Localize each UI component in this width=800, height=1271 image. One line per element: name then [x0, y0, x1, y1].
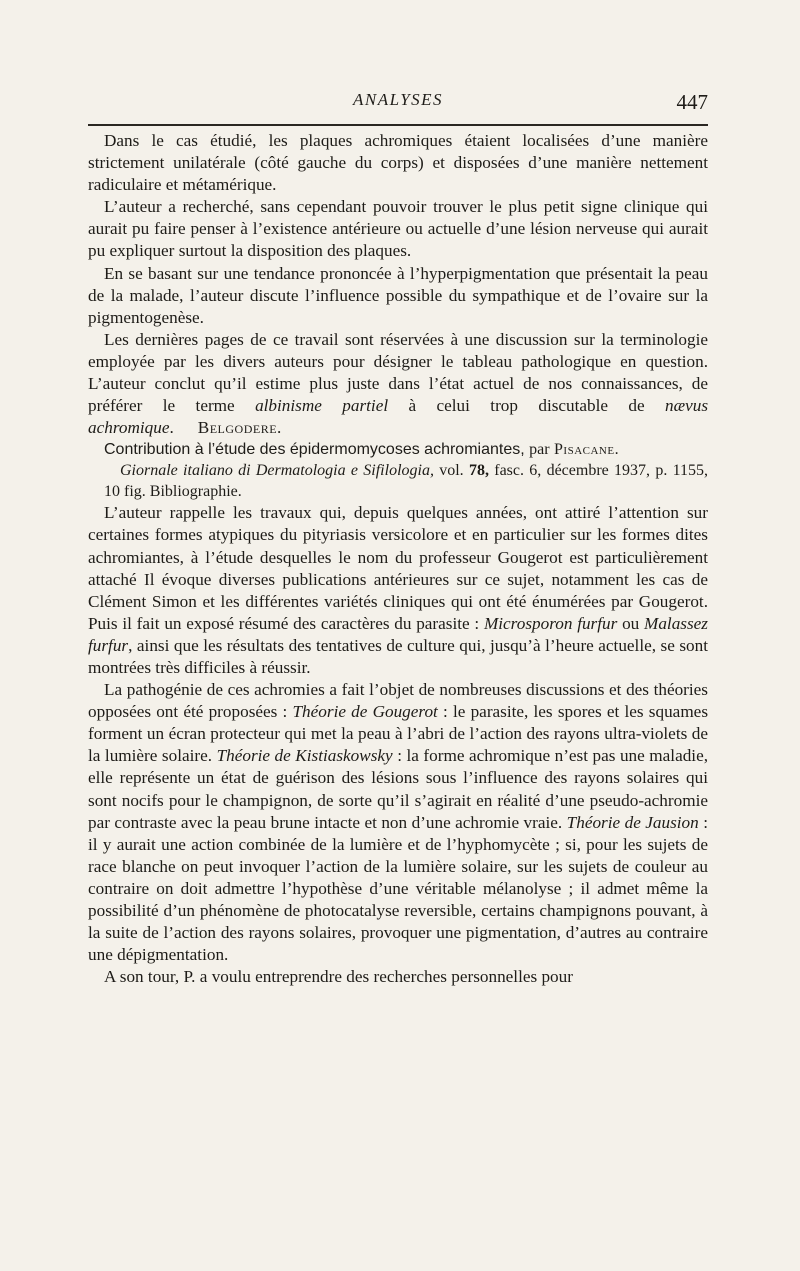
reviewer-signature: Belgodere.: [197, 418, 282, 438]
page-number: 447: [676, 90, 708, 114]
text-segment: .: [169, 418, 174, 438]
text-segment: L’auteur rappelle les travaux qui, depuis quelques années, ont attiré l’attention sur certaines formes atypiques du pityriasis versicolore et en particulier sur les formes dites achromiantes, à l’étude desquelles le nom du professeur Gougerot est particulièrement attaché Il évoque diverses publications antérieures sur ce sujet, notamment les cas de Clément Simon et les différentes variétés cliniques qui ont été énumérées par Gougerot. Puis il fait un exposé résumé des caractères du parasite :: [88, 503, 708, 633]
citation: [88, 460, 708, 502]
text-segment: : il y aurait une action combinée de la lumière et de l’hyphomycète ; si, pour les sujets de race blanche on peut invoquer l’action de la lumière solaire, sur les sujets de couleur au contraire on doit admettre l’hypothèse d’une véritable mélanolyse ; il admet même la possibilité d’un phénomène de photocatalyse reversible, certains champignons pouvant, à la suite de l’action des rayons solaires, provoquer une pigmentation, d’autres au contraire une dépigmentation.: [88, 812, 708, 965]
volume-label: vol.: [439, 462, 464, 480]
paragraph: En se basant sur une tendance prononcée à l’hyperpigmentation que présentait la peau de la malade, l’auteur discute l’influence possible du sympathique et de l’ovaire sur la pigmentogenèse.: [88, 263, 708, 327]
text-segment: ou: [617, 613, 645, 633]
parasite-name: Malassez furfur: [88, 613, 708, 655]
text-segment: : le parasite, les spores et les squames forment un écran protecteur qui met la peau à l’abri de l’action des rayons ultra-violets de la lumière solaire.: [88, 702, 709, 766]
review-heading: [88, 439, 708, 460]
theory-name: Théorie de Gougerot: [292, 702, 438, 722]
paragraph-conclusion: [88, 329, 708, 439]
header-rule: [88, 124, 708, 126]
paragraph: L’auteur a recherché, sans cependant pouvoir trouver le plus petit signe clinique qui aurait pu faire penser à l’existence antérieure ou actuelle d’une lésion nerveuse qui aurait pu expliquer surtout la disposition des plaques.: [88, 197, 708, 261]
body-text: [88, 130, 708, 988]
review-by: par: [529, 441, 550, 459]
review-title: Contribution à l’étude des épidermomycoses achromiantes,: [104, 441, 525, 459]
paragraph: [88, 502, 708, 679]
term-albinisme: albinisme partiel: [255, 396, 389, 416]
paragraph-theories: [88, 679, 708, 966]
paragraph: Dans le cas étudié, les plaques achromiques étaient localisées d’une manière strictement unilatérale (côté gauche du corps) et disposées d’une manière nettement radiculaire et métamérique.: [88, 131, 708, 195]
issue-details: fasc. 6, décembre 1937, p. 1155, 10 fig. Bibliographie.: [104, 462, 708, 501]
running-head: [88, 90, 708, 118]
text-segment: Les dernières pages de ce travail sont réservées à une discussion sur la terminologie employée par les divers auteurs pour désigner le tableau pathologique en question. L’auteur conclut qu’il estime plus juste dans l’état actuel de nos connaissances, de préférer le terme: [88, 329, 708, 416]
parasite-name: Microsporon furfur: [483, 613, 618, 633]
theory-name: Théorie de Jausion: [566, 812, 699, 832]
text-segment: La pathogénie de ces achromies a fait l’objet de nombreuses discussions et des théories opposées ont été proposées :: [88, 680, 708, 722]
paragraph: A son tour, P. a voulu entreprendre des recherches personnelles pour: [104, 967, 573, 987]
text-segment: , ainsi que les résultats des tentatives de culture qui, jusqu’à l’heure actuelle, se sont montrées très difficiles à réussir.: [88, 635, 708, 677]
volume-number: 78,: [468, 462, 489, 480]
text-segment: à celui trop discutable de: [388, 396, 666, 416]
review-author: Pisacane.: [554, 441, 620, 459]
term-naevus: nævus achromique: [88, 396, 709, 438]
theory-name: Théorie de Kistiaskowsky: [216, 746, 393, 766]
journal-name: Giornale italiano di Dermatologia e Sifilologia,: [120, 462, 434, 480]
running-title: ANALYSES: [352, 90, 444, 109]
text-segment: : la forme achromique n’est pas une maladie, elle représente un état de guérison des lésions sous l’influence des rayons solaires qui sont nocifs pour le champignon, de sorte qu’il s’agirait en réalité d’une pseudo-achromie par contraste avec la peau brune intacte et non d’une achromie vraie.: [88, 746, 708, 832]
